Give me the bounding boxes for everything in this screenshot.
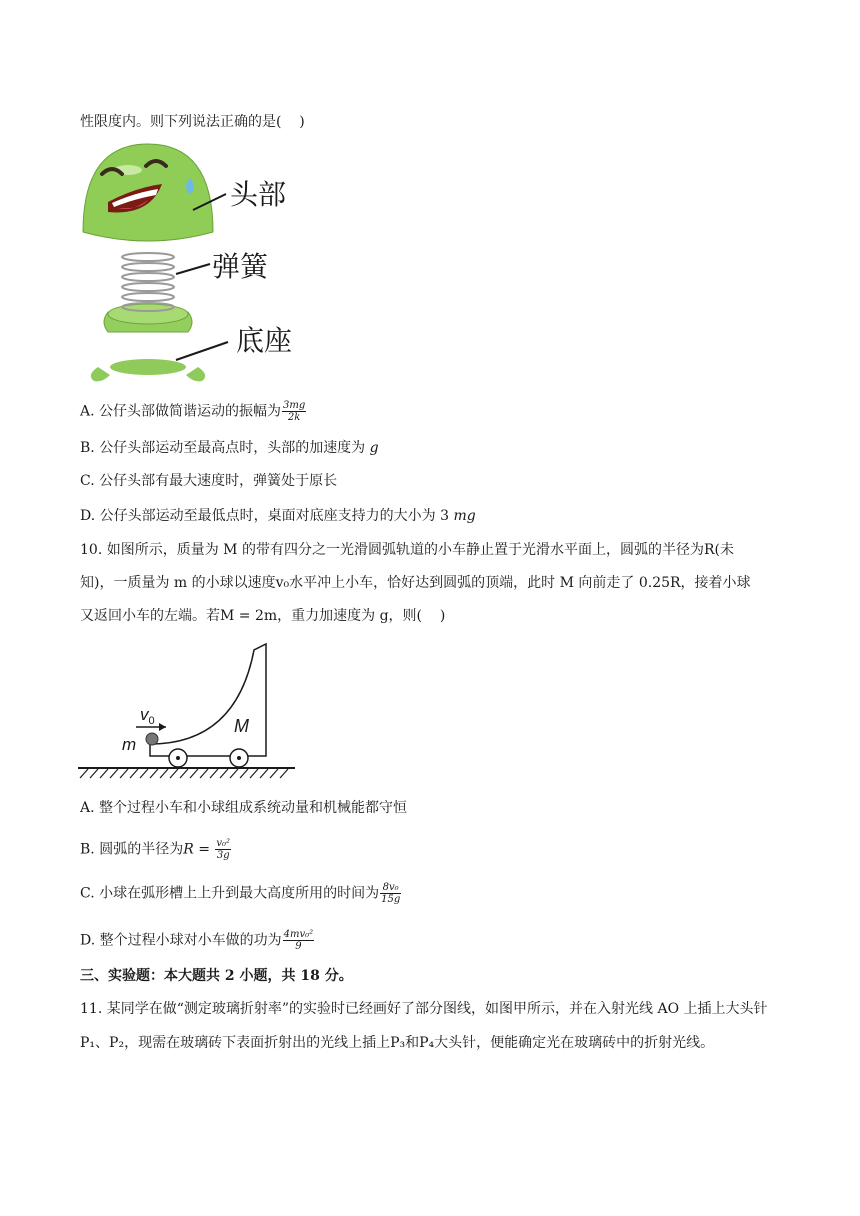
ground-hatch: [80, 769, 288, 778]
q9-option-b: B. 公仔头部运动至最高点时，头部的加速度为 g: [80, 440, 379, 456]
cart-body: [150, 644, 266, 756]
velocity-arrow-head: [159, 723, 166, 731]
label-spring: 弹簧: [212, 251, 269, 282]
q10-d-fraction: $\frac{\text{4mv₀²}}{9}$: [283, 929, 314, 952]
label-m: m: [122, 735, 137, 754]
ball: [146, 733, 158, 745]
q9-option-c: C. 公仔头部有最大速度时，弹簧处于原长: [80, 473, 338, 489]
q10-c-fraction: $\frac{\text{8v₀}}{15g}$: [381, 882, 401, 905]
label-head: 头部: [230, 179, 287, 210]
q11-stem: 11. 某同学在做“测定玻璃折射率”的实验时已经画好了部分图线，如图甲所示，并在入射光线 AO 上插上大头针P₁、P₂，现需在玻璃砖下表面折射出的光线上插上P₃和P₄大头针，便能确定光在玻璃砖中的折射光线。: [80, 1001, 768, 1051]
q10-option-c: C. 小球在弧形槽上上升到最大高度所用的时间为 $\frac{\text{8v₀}}{15g}$: [80, 882, 401, 905]
cart-figure: [78, 640, 298, 782]
q10-stem-line3: 又返回小车的左端。若M = 2m，重力加速度为 g，则( ): [80, 608, 446, 624]
section-3-heading: 三、实验题：本大题共 2 小题，共 18 分。: [80, 968, 353, 984]
q10-b-fraction: $\frac{\text{v₀²}}{3g}$: [216, 838, 231, 861]
q10-stem-line1: 10. 如图所示，质量为 M 的带有四分之一光滑圆弧轨道的小车静止置于光滑水平面上，圆弧的半径为R(未: [80, 542, 734, 558]
q9-option-a: A. 公仔头部做简谐运动的振幅为 $\frac{3mg}{2k}$: [80, 400, 306, 423]
question9-stem-tail: 性限度内。则下列说法正确的是( ): [80, 114, 305, 130]
q9-option-d: D. 公仔头部运动至最低点时，桌面对底座支持力的大小为 3 mg: [80, 508, 476, 524]
label-M: M: [234, 716, 249, 736]
label-v0: $v_0$: [140, 705, 155, 727]
label-base: 底座: [236, 325, 293, 356]
q9-a-fraction: $\frac{3mg}{2k}$: [283, 400, 306, 423]
q10-option-b: B. 圆弧的半径为R = $\frac{\text{v₀²}}{3g}$: [80, 838, 231, 861]
bobblehead-figure: [78, 142, 318, 382]
q10-option-d: D. 整个过程小球对小车做的功为 $\frac{\text{4mv₀²}}{9}$: [80, 929, 314, 952]
q10-option-a: A. 整个过程小车和小球组成系统动量和机械能都守恒: [80, 800, 408, 816]
q10-stem-line2: 知)，一质量为 m 的小球以速度v₀水平冲上小车，恰好达到圆弧的顶端，此时 M 向前走了 0.25R，接着小球: [80, 575, 751, 591]
spring-coils: [122, 253, 174, 311]
